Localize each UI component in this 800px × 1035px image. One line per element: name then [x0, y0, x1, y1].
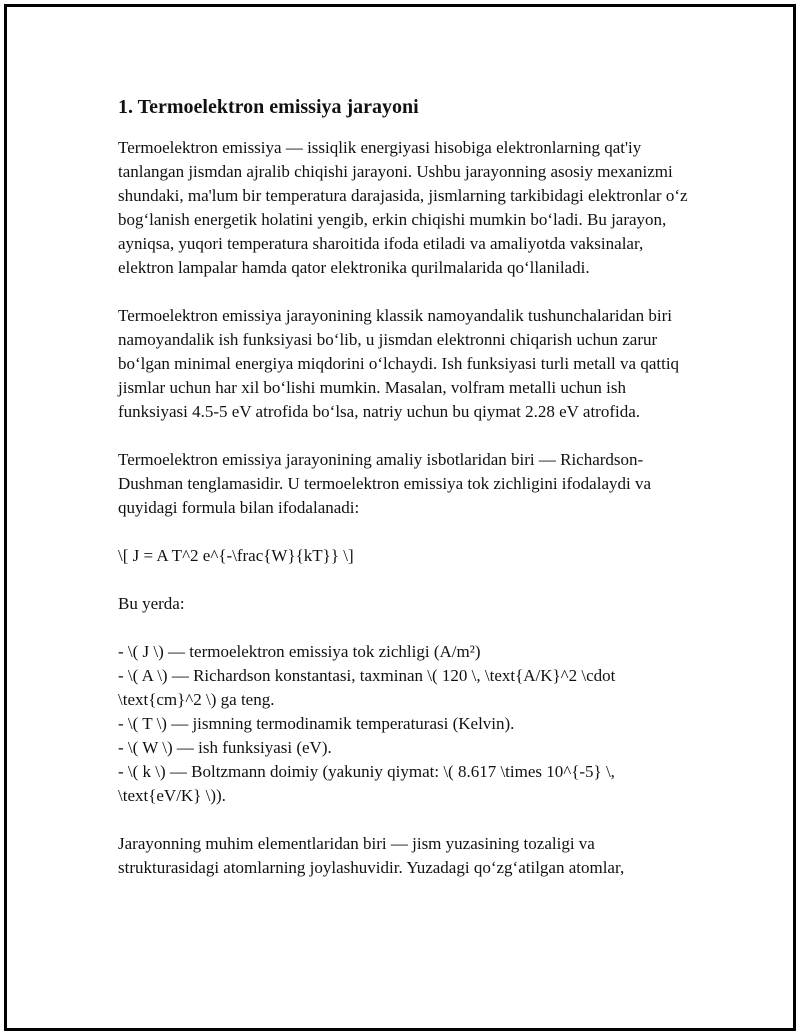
definition-list	[118, 640, 693, 808]
paragraph-closing: Jarayonning muhim elementlaridan biri — jism yuzasining tozaligi va strukturasidagi atomlarning joylashuvidir. Yuzadagi qo‘zg‘atilgan atomlar,	[118, 834, 625, 877]
paragraph-work-function: Termoelektron emissiya jarayonining klassik namoyandalik tushunchalaridan biri namoyandalik ish funksiyasi bo‘lib, u jismdan elektronni chiqarish uchun zarur bo‘lgan minimal energiya miqdorini o‘lchaydi. Ish funksiyasi turli metall va qattiq jismlar uchun har xil bo‘lishi mumkin. Masalan, volfram metalli uchun ish funksiyasi 4.5-5 eV atrofida bo‘lsa, natriy uchun bu qiymat 2.28 eV atrofida.	[118, 306, 680, 421]
definition-item-k: - \( k \) — Boltzmann doimiy (yakuniy qiymat: \( 8.617 \times 10^{-5} \, \text{eV/K} \)).	[118, 762, 615, 805]
definition-item-a: - \( A \) — Richardson konstantasi, taxminan \( 120 \, \text{A/K}^2 \cdot \text{cm}^2 \) ga teng.	[118, 666, 616, 709]
definition-item-t: - \( T \) — jismning termodinamik temperaturasi (Kelvin).	[118, 714, 515, 733]
paragraph-intro: Termoelektron emissiya — issiqlik energiyasi hisobiga elektronlarning qat'iy tanlangan jismdan ajralib chiqishi jarayoni. Ushbu jarayonning asosiy mexanizmi shundaki, ma'lum bir temperatura darajasida, jismlarning tarkibidagi elektronlar o‘z bog‘lanish energetik holatini yengib, erkin chiqishi mumkin bo‘ladi. Bu jarayon, ayniqsa, yuqori temperatura sharoitida ifoda etiladi va amaliyotda vaksinalar, elektron lampalar hamda qator elektronika qurilmalarida qo‘llaniladi.	[118, 138, 688, 277]
document-page	[118, 94, 693, 880]
where-label: Bu yerda:	[118, 594, 185, 613]
formula: \[ J = A T^2 e^{-\frac{W}{kT}} \]	[118, 546, 354, 565]
paragraph-richardson: Termoelektron emissiya jarayonining amaliy isbotlaridan biri — Richardson-Dushman tenglamasidir. U termoelektron emissiya tok zichligini ifodalaydi va quyidagi formula bilan ifodalanadi:	[118, 450, 652, 517]
definition-item-w: - \( W \) — ish funksiyasi (eV).	[118, 738, 332, 757]
definition-item-j: - \( J \) — termoelektron emissiya tok zichligi (A/m²)	[118, 642, 481, 661]
section-heading: 1. Termoelektron emissiya jarayoni	[118, 96, 419, 118]
